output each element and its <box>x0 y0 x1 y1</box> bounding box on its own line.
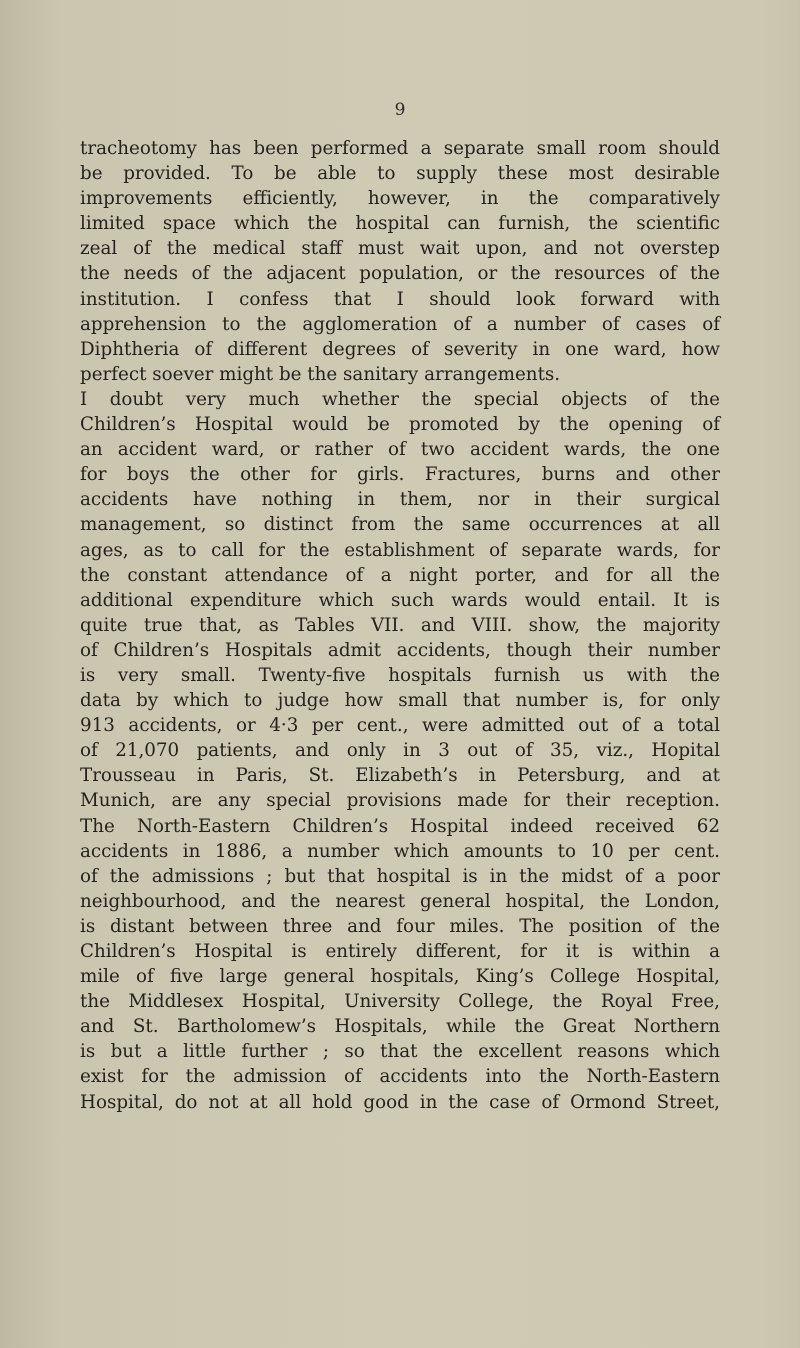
text-line: accidents in 1886, a number which amounts to 10 per cent. <box>80 840 720 862</box>
text-line: Children’s Hospital would be promoted by the opening of <box>80 414 720 436</box>
body-text <box>80 136 720 1115</box>
text-line: additional expenditure which such wards would entail. It is <box>80 589 720 611</box>
text-line: the Middlesex Hospital, University College, the Royal Free, <box>80 991 720 1013</box>
text-line: the needs of the adjacent population, or the resources of the <box>80 263 720 285</box>
text-line: zeal of the medical staff must wait upon, and not overstep <box>80 238 720 260</box>
text-line: I doubt very much whether the special objects of the <box>80 388 720 410</box>
text-line: mile of five large general hospitals, King’s College Hospital, <box>80 966 720 988</box>
text-line: ages, as to call for the establishment of separate wards, for <box>80 539 720 561</box>
text-line: limited space which the hospital can furnish, the scientific <box>80 213 720 235</box>
text-line: is distant between three and four miles. The position of the <box>80 915 720 937</box>
text-line: Children’s Hospital is entirely different, for it is within a <box>80 941 720 962</box>
text-line: of Children’s Hospitals admit accidents, though their number <box>80 639 720 661</box>
text-line: Diphtheria of different degrees of severity in one ward, how <box>80 338 720 360</box>
text-line: for boys the other for girls. Fractures, burns and other <box>80 464 720 486</box>
text-line: the constant attendance of a night porter, and for all the <box>80 564 720 586</box>
text-line: and St. Bartholomew’s Hospitals, while the Great Northern <box>80 1016 720 1038</box>
text-line: is but a little further ; so that the excellent reasons which <box>80 1041 720 1063</box>
text-line: institution. I confess that I should look forward with <box>80 288 720 310</box>
text-line: 913 accidents, or 4·3 per cent., were admitted out of a total <box>80 715 720 737</box>
page-number: 9 <box>394 100 406 120</box>
text-line: be provided. To be able to supply these most desirable <box>80 163 720 185</box>
text-line: The North-Eastern Children’s Hospital indeed received 62 <box>80 815 720 837</box>
text-line: improvements efficiently, however, in the comparatively <box>80 188 720 210</box>
text-line: management, so distinct from the same occurrences at all <box>80 514 720 536</box>
text-line: data by which to judge how small that number is, for only <box>80 690 720 712</box>
text-line: Munich, are any special provisions made for their reception. <box>80 790 720 812</box>
text-line: apprehension to the agglomeration of a number of cases of <box>80 313 720 335</box>
text-line: of the admissions ; but that hospital is in the midst of a poor <box>80 865 720 887</box>
text-line: neighbourhood, and the nearest general hospital, the London, <box>80 890 720 912</box>
text-line: is very small. Twenty-five hospitals furnish us with the <box>80 664 720 686</box>
text-line: of 21,070 patients, and only in 3 out of 35, viz., Hopital <box>80 740 720 762</box>
text-line: exist for the admission of accidents into the North-Eastern <box>80 1066 720 1088</box>
text-line: Trousseau in Paris, St. Elizabeth’s in Petersburg, and at <box>80 765 720 787</box>
text-line: an accident ward, or rather of two accident wards, the one <box>80 439 720 461</box>
text-line: Hospital, do not at all hold good in the case of Ormond Street, <box>80 1091 720 1113</box>
text-line: tracheotomy has been performed a separate small room should <box>80 138 720 159</box>
text-line: quite true that, as Tables VII. and VIII. show, the majority <box>80 614 720 636</box>
text-line: perfect soever might be the sanitary arrangements. <box>80 363 561 385</box>
text-line: accidents have nothing in them, nor in their surgical <box>80 489 720 511</box>
